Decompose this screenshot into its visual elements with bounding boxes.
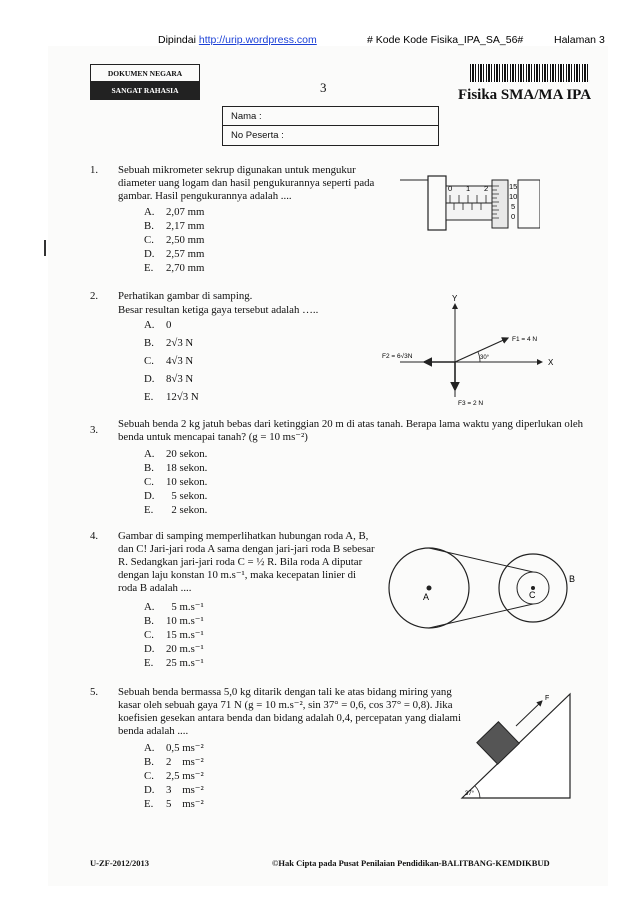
header-page: Halaman 3 (554, 34, 605, 46)
force-diagram (380, 292, 560, 408)
q4-text: Gambar di samping memperlihatkan hubungan roda A, B, dan C! Jari-jari roda A sama dengan jari-jari roda B sebesar R. Sedangkan jari-jari roda C = ½ R. Bila roda A diputar dengan laju konstan 10 m.s⁻¹, maka kecepatan linier di roda B adalah .... (118, 530, 375, 594)
q2-option-a: A. 0 (144, 319, 172, 331)
q5-option-a: A. 0,5 ms⁻² (144, 742, 204, 754)
thimble-label-10: 10 (509, 192, 518, 201)
q2-text-line1: Perhatikan gambar di samping. (118, 290, 253, 302)
q3-text: Sebuah benda 2 kg jatuh bebas dari ketinggian 20 m di atas tanah. Berapa lama waktu yang diperlukan oleh benda untuk mencapai tanah? (g = 10 ms⁻²) (118, 418, 584, 443)
thimble-label-0: 0 (511, 212, 516, 221)
header-source (158, 34, 317, 46)
q3-option-a: A. 20 sekon. (144, 448, 208, 460)
footer-code: U-ZF-2012/2013 (90, 858, 150, 868)
q5-option-b: B. 2 ms⁻² (144, 756, 204, 768)
x-axis-label: X (548, 358, 554, 367)
number-field: No Peserta : (231, 130, 284, 141)
q3-option-d: D. 5 sekon. (144, 490, 208, 502)
name-field: Nama : (223, 107, 438, 126)
f2-label: F2 = 6√3N (382, 353, 413, 360)
incline-angle-label: 37° (465, 791, 475, 797)
wheel-a-label: A (423, 592, 430, 602)
scan-mark (44, 240, 46, 256)
q3-option-b: B. 18 sekon. (144, 462, 208, 474)
q5-text: Sebuah benda bermassa 5,0 kg ditarik dengan tali ke atas bidang miring yang kasar oleh sebuah gaya 71 N (g = 10 m.s⁻², sin 37° = 0,6, cos 37° = 0,8). Jika koefisien gesekan antara benda dan bidang adalah 0,4, percepatan yang dialami benda adalah .... (118, 686, 461, 737)
q4-option-d: D. 20 m.s⁻¹ (144, 643, 204, 655)
y-axis-label: Y (452, 294, 458, 303)
q3-option-c: C. 10 sekon. (144, 476, 208, 488)
q3-option-e: E. 2 sekon. (144, 504, 208, 516)
page-number: 3 (320, 80, 327, 95)
q2-option-e: E. 12√3 N (144, 391, 199, 403)
q4-option-e: E. 25 m.s⁻¹ (144, 657, 204, 669)
sleeve-label-2: 2 (484, 184, 489, 193)
q2-text-line2: Besar resultan ketiga gaya tersebut adalah ….. (118, 304, 319, 316)
classification-stamp (90, 64, 200, 100)
micrometer-figure (400, 172, 540, 244)
sleeve-label-0: 0 (448, 184, 453, 193)
stamp-line1: DOKUMEN NEGARA (91, 65, 199, 82)
stamp-line2: SANGAT RAHASIA (91, 82, 199, 99)
q1-option-d: D. 2,57 mm (144, 248, 205, 260)
force-label: F (545, 695, 550, 702)
q2-option-b: B. 2√3 N (144, 337, 194, 349)
q5-number: 5. (90, 686, 99, 698)
q4-option-c: C. 15 m.s⁻¹ (144, 629, 204, 641)
q2-option-c: C. 4√3 N (144, 355, 194, 367)
q4-option-a: A. 5 m.s⁻¹ (144, 601, 204, 613)
q1-number: 1. (90, 164, 99, 176)
q4-option-b: B. 10 m.s⁻¹ (144, 615, 204, 627)
q2-option-d: D. 8√3 N (144, 373, 194, 385)
q5-option-d: D. 3 ms⁻² (144, 784, 204, 796)
angle-label: 30° (480, 355, 490, 361)
sleeve-label-1: 1 (466, 184, 471, 193)
q1-option-a: A. 2,07 mm (144, 206, 205, 218)
source-link[interactable]: http://urip.wordpress.com (198, 34, 317, 46)
q2-number: 2. (90, 290, 99, 302)
q1-option-c: C. 2,50 mm (144, 234, 205, 246)
thimble-label-5: 5 (511, 202, 516, 211)
wheel-b-label: B (569, 574, 575, 584)
wheels-figure (385, 538, 575, 638)
wheel-c-label: C (529, 590, 536, 600)
f1-label: F1 = 4 N (512, 336, 538, 343)
barcode (470, 64, 588, 82)
header-code: # Kode Kode Fisika_IPA_SA_56# (367, 34, 524, 46)
thimble-label-15: 15 (509, 182, 518, 191)
footer-copyright: ©Hak Cipta pada Pusat Penilaian Pendidikan-BALITBANG-KEMDIKBUD (272, 858, 550, 868)
q1-text: Sebuah mikrometer sekrup digunakan untuk mengukur diameter uang logam dan hasil pengukurannya seperti pada gambar. Hasil pengukurannya adalah .... (118, 164, 375, 202)
q5-option-e: E. 5 ms⁻² (144, 798, 204, 810)
q4-number: 4. (90, 530, 99, 542)
f3-label: F3 = 2 N (458, 400, 484, 407)
q5-option-c: C. 2,5 ms⁻² (144, 770, 204, 782)
subject-title: Fisika SMA/MA IPA (458, 87, 592, 103)
q1-option-e: E. 2,70 mm (144, 262, 205, 274)
header-prefix: Dipindai (158, 34, 196, 46)
incline-figure (458, 686, 582, 802)
q1-option-b: B. 2,17 mm (144, 220, 205, 232)
identity-box (222, 106, 439, 146)
q3-number: 3. (90, 424, 99, 436)
